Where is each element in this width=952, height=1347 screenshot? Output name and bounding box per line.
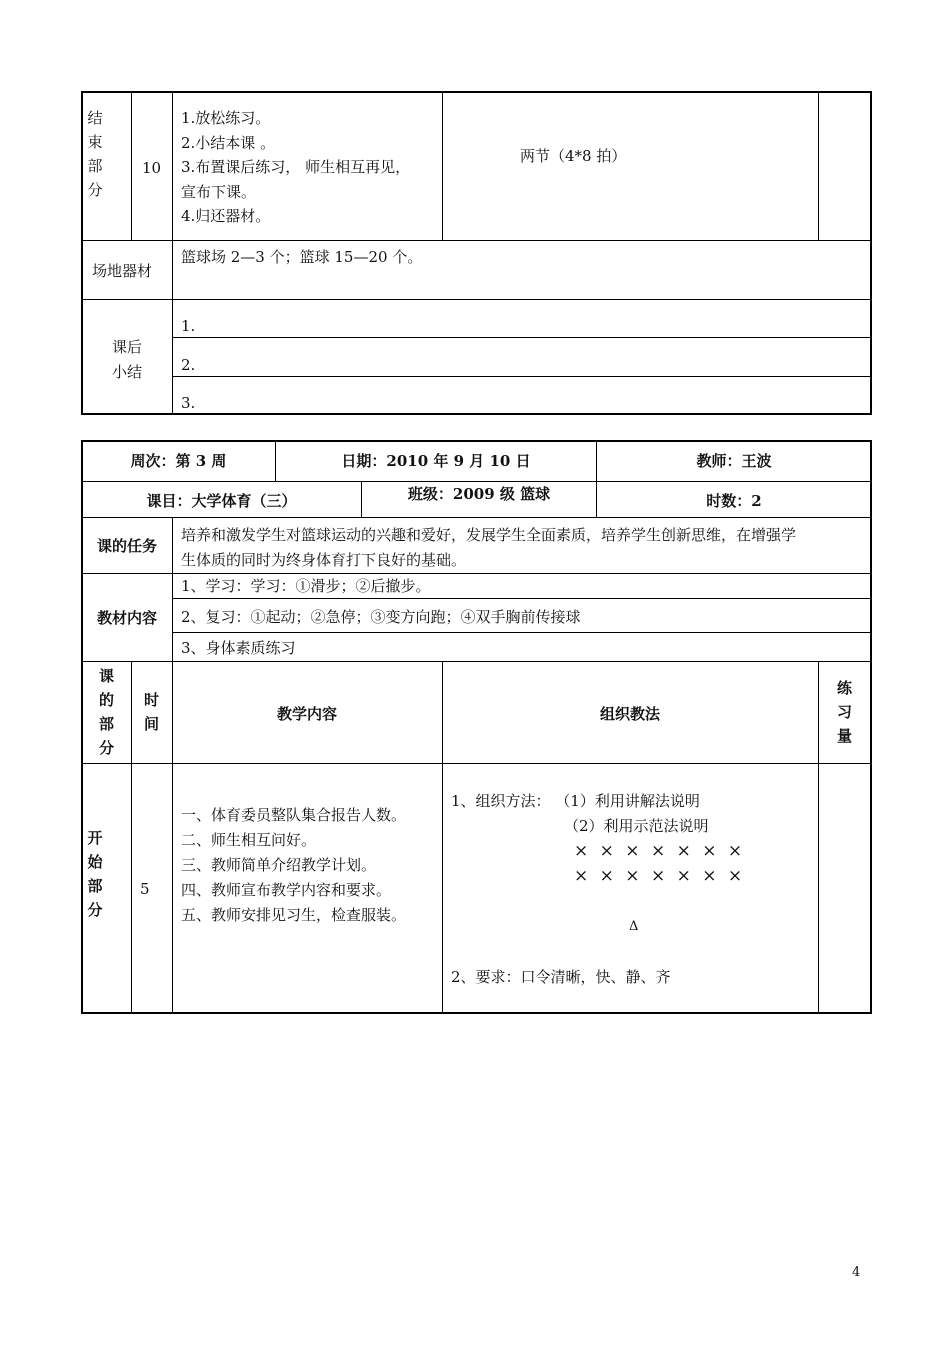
materials-item: 1、学习：学习：①滑步；②后撤步。 (181, 577, 431, 595)
header-char: 时 (143, 691, 159, 709)
header-method: 组织教法 (599, 705, 660, 723)
header-char: 习 (836, 703, 852, 721)
col-divider (172, 92, 173, 414)
materials-label: 教材内容 (96, 609, 157, 627)
summary-label-line: 课后 (111, 338, 142, 356)
header-part (82, 664, 131, 760)
method-organization: 1、组织方法： （1）利用讲解法说明 (451, 792, 700, 810)
summary-label-line: 小结 (111, 363, 142, 381)
part-char: 部 (87, 877, 103, 895)
summary-item: 3. (181, 394, 196, 412)
hours-field: 时数：2 (706, 492, 762, 510)
header-char: 量 (836, 727, 852, 745)
content-line: 二、师生相互问好。 (181, 831, 317, 849)
task-label: 课的任务 (96, 537, 157, 555)
row-divider (172, 337, 871, 338)
header-char: 间 (143, 715, 159, 733)
task-line: 生体质的同时为终身体育打下良好的基础。 (181, 551, 467, 569)
summary-item: 1. (181, 317, 196, 335)
content-line: 四、教师宣布教学内容和要求。 (181, 881, 392, 899)
end-section-time: 10 (141, 159, 162, 177)
header-content: 教学内容 (276, 705, 337, 723)
content-line: 宣布下课。 (181, 182, 257, 201)
content-line: 4.归还器材。 (181, 207, 271, 225)
formation-row: × × × × × × × (574, 841, 746, 861)
header-char: 练 (836, 679, 852, 697)
teacher-field: 教师：王波 (696, 452, 772, 470)
content-line: 1.放松练习。 (181, 109, 271, 127)
start-section-time: 5 (140, 880, 150, 898)
task-line: 培养和激发学生对篮球运动的兴趣和爱好，发展学生全面素质，培养学生创新思维，在增强学 (181, 526, 797, 544)
row-divider (172, 376, 871, 377)
week-field: 周次：第 3 周 (130, 452, 227, 470)
row-divider (82, 763, 871, 764)
content-line: 一、体育委员整队集合报告人数。 (181, 806, 407, 824)
col-divider (442, 92, 443, 240)
part-char: 始 (87, 853, 103, 871)
row-divider (82, 299, 871, 300)
part-char: 部 (87, 157, 103, 175)
equipment-value: 篮球场 2—3 个；篮球 15—20 个。 (181, 248, 423, 266)
date-field: 日期：2010 年 9 月 10 日 (341, 452, 531, 470)
part-char: 分 (87, 181, 103, 199)
row-divider (172, 632, 871, 633)
page-number: 4 (852, 1265, 861, 1280)
teacher-position-mark: Δ (629, 919, 639, 934)
materials-item: 3、身体素质练习 (181, 639, 296, 657)
method-demonstration: （2）利用示范法说明 (564, 817, 709, 835)
summary-item: 2. (181, 356, 196, 374)
part-char: 结 (87, 109, 103, 127)
end-section-content (181, 106, 410, 229)
col-divider (818, 92, 819, 240)
header-char: 课 (98, 667, 114, 685)
content-line: 三、教师简单介绍教学计划。 (181, 856, 377, 874)
part-char: 分 (87, 901, 103, 919)
header-char: 部 (98, 715, 114, 733)
end-section-method: 两节（4*8 拍） (520, 147, 627, 165)
method-requirement: 2、要求：口令清晰，快、静、齐 (451, 968, 671, 986)
content-line: 3.布置课后练习， 师生相互再见， (181, 158, 411, 176)
task-text (181, 523, 796, 573)
header-char: 分 (98, 739, 114, 757)
row-divider (82, 661, 871, 662)
header-time (131, 688, 172, 736)
part-char: 开 (87, 829, 103, 847)
row-divider (82, 573, 871, 574)
course-field: 课目：大学体育（三） (146, 492, 297, 510)
row-divider (82, 517, 871, 518)
end-section-part-label (82, 106, 108, 202)
row-divider (82, 481, 871, 482)
content-line: 五、教师安排见习生，检查服装。 (181, 906, 407, 924)
part-char: 束 (87, 133, 103, 151)
col-divider (172, 517, 173, 1013)
start-section-content (181, 803, 406, 928)
header-practice (818, 676, 871, 748)
header-char: 的 (98, 691, 114, 709)
materials-item: 2、复习：①起动；②急停；③变方向跑；④双手胸前传接球 (181, 608, 581, 626)
content-line: 2.小结本课 。 (181, 133, 276, 152)
equipment-label: 场地器材 (92, 262, 153, 280)
class-field: 班级：2009 级 篮球 (407, 485, 551, 503)
row-divider (172, 598, 871, 599)
row-divider (82, 240, 871, 241)
summary-label (82, 335, 172, 385)
start-section-part-label (82, 826, 108, 922)
formation-row: × × × × × × × (574, 866, 746, 886)
